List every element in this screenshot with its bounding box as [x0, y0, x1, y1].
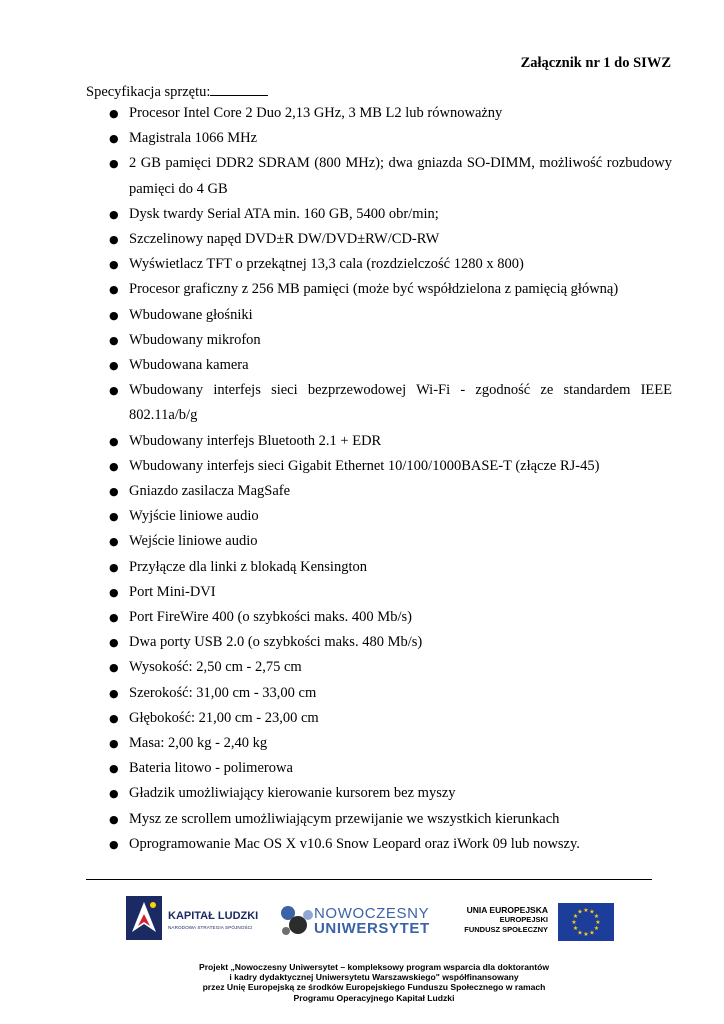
spec-item-text: Gładzik umożliwiający kierowanie kursorem bez myszy: [129, 785, 456, 802]
bullet-icon: ●: [109, 535, 119, 549]
spec-heading: [86, 82, 268, 101]
spec-item: [86, 303, 672, 328]
spec-item: [86, 832, 672, 857]
eu-star-icon: ★: [583, 931, 589, 938]
spec-item-text: Gniazdo zasilacza MagSafe: [129, 483, 291, 500]
spec-item: [86, 580, 672, 605]
eu-text: [464, 905, 548, 935]
bullet-icon: ●: [109, 283, 119, 297]
spec-item: [86, 706, 672, 731]
spec-item: [86, 605, 672, 630]
eu-line1: UNIA EUROPEJSKA: [466, 905, 548, 915]
spec-item-text: Wbudowane głośniki: [129, 306, 253, 323]
spec-item: [86, 429, 672, 454]
annex-title: Załącznik nr 1 do SIWZ: [520, 55, 671, 71]
bullet-icon: ●: [109, 762, 119, 776]
bullet-icon: ●: [109, 636, 119, 650]
spec-item-text: Wbudowany interfejs sieci Gigabit Ethernet 10/100/1000BASE-T (złącze RJ-45): [129, 457, 600, 474]
spec-item-text: Wbudowany mikrofon: [129, 331, 261, 348]
spec-item: [86, 655, 672, 680]
spec-item-text: Wysokość: 2,50 cm - 2,75 cm: [129, 659, 302, 676]
bullet-icon: ●: [109, 585, 119, 599]
spec-item-text: Procesor graficzny z 256 MB pamięci (może być współdzielona z pamięcią główną): [129, 281, 619, 298]
spec-item-text: Wbudowany interfejs Bluetooth 2.1 + EDR: [129, 432, 382, 449]
bullet-icon: ●: [109, 787, 119, 801]
spec-item-text: Mysz ze scrollem umożliwiającym przewijanie we wszystkich kierunkach: [129, 810, 560, 827]
eu-star-icon: ★: [571, 919, 577, 926]
bullet-icon: ●: [109, 661, 119, 675]
spec-item-text: Wyświetlacz TFT o przekątnej 13,3 cala (rozdzielczość 1280 x 800): [129, 256, 524, 273]
eu-star-icon: ★: [593, 913, 600, 920]
spec-item: [86, 555, 672, 580]
bullet-icon: ●: [109, 812, 119, 826]
spec-item: [86, 151, 672, 201]
bullet-icon: ●: [109, 233, 119, 247]
spec-item: [86, 101, 672, 126]
spec-item-text: Wbudowany interfejs sieci bezprzewodowej Wi-Fi - zgodność ze standardem IEEE 802.11a/b/g: [129, 382, 672, 424]
spec-item: [86, 504, 672, 529]
spec-item: [86, 252, 672, 277]
eu-star-icon: ★: [583, 907, 589, 914]
bullet-icon: ●: [109, 207, 119, 221]
bullet-icon: ●: [109, 308, 119, 322]
spec-item: [86, 807, 672, 832]
kapital-ludzki-logo: [126, 896, 259, 946]
spec-item-text: Procesor Intel Core 2 Duo 2,13 GHz, 3 MB L2 lub równoważny: [129, 105, 503, 121]
bullet-icon: ●: [109, 510, 119, 524]
spec-item: [86, 529, 672, 554]
spec-item: [86, 781, 672, 806]
eu-line2: EUROPEJSKI: [499, 915, 548, 924]
spec-item-text: Port FireWire 400 (o szybkości maks. 400 Mb/s): [129, 609, 412, 626]
bullet-icon: ●: [109, 107, 119, 120]
spec-item: [86, 353, 672, 378]
spec-heading-text: Specyfikacja sprzętu:: [86, 84, 211, 100]
project-footer: [124, 962, 624, 1003]
eu-line3: FUNDUSZ SPOŁECZNY: [464, 925, 548, 934]
nowoczesny-line1: NOWOCZESNY: [314, 905, 430, 922]
spec-item: [86, 454, 672, 479]
eu-star-icon: ★: [572, 925, 579, 932]
spec-list: [86, 101, 672, 857]
spec-item: [86, 731, 672, 756]
spec-item-text: Głębokość: 21,00 cm - 23,00 cm: [129, 709, 319, 726]
bullet-icon: ●: [109, 459, 119, 473]
eu-star-icon: ★: [589, 929, 595, 937]
bullet-icon: ●: [109, 157, 119, 171]
spec-item-text: Wbudowana kamera: [129, 357, 249, 374]
eu-star-icon: ★: [595, 919, 601, 926]
bullet-icon: ●: [109, 359, 119, 373]
eu-star-icon: ★: [572, 913, 579, 920]
spec-item-text: Magistrala 1066 MHz: [129, 130, 258, 147]
spec-item-text: Dwa porty USB 2.0 (o szybkości maks. 480 Mb/s): [129, 634, 423, 651]
spec-item: [86, 277, 672, 302]
spec-item-text: Przyłącze dla linki z blokadą Kensington: [129, 558, 367, 575]
eu-flag-icon: [558, 903, 614, 941]
eu-star-icon: ★: [577, 908, 583, 916]
spec-item: [86, 756, 672, 781]
spec-item-text: Dysk twardy Serial ATA min. 160 GB, 5400 obr/min;: [129, 205, 439, 222]
spec-item-text: Szerokość: 31,00 cm - 33,00 cm: [129, 684, 317, 701]
eu-star-icon: ★: [589, 908, 595, 916]
spec-item-text: Masa: 2,00 kg - 2,40 kg: [129, 735, 268, 752]
bullet-icon: ●: [109, 258, 119, 272]
spec-item-text: Port Mini-DVI: [129, 583, 216, 600]
spec-item-text: Bateria litowo - polimerowa: [129, 760, 293, 777]
eu-logo: [454, 897, 614, 947]
heading-underline: [210, 82, 268, 96]
eu-star-icon: ★: [577, 929, 583, 937]
footer-line: przez Unię Europejską ze środków Europejskiego Funduszu Społecznego w ramach: [202, 982, 546, 993]
bullet-icon: ●: [109, 485, 119, 499]
footer-line: Projekt „Nowoczesny Uniwersytet – kompleksowy program wsparcia dla doktorantów: [198, 962, 550, 972]
spec-item: [86, 227, 672, 252]
kapital-ludzki-title: KAPITAŁ LUDZKI: [168, 910, 259, 922]
spec-item-text: Szczelinowy napęd DVD±R DW/DVD±RW/CD-RW: [129, 231, 440, 248]
bullet-icon: ●: [109, 837, 119, 851]
footer-line: i kadry dydaktycznej Uniwersytetu Warszawskiego" współfinansowany: [229, 972, 519, 983]
spec-item: [86, 681, 672, 706]
logo-bar: [126, 893, 622, 949]
spec-item: [86, 202, 672, 227]
bullet-icon: ●: [109, 333, 119, 347]
bullet-icon: ●: [109, 434, 119, 448]
bullet-icon: ●: [109, 384, 119, 398]
spec-item: [86, 126, 672, 151]
bullet-icon: ●: [109, 711, 119, 725]
spec-item: [86, 479, 672, 504]
spec-item: [86, 630, 672, 655]
footer-divider: [86, 879, 652, 880]
bullet-icon: ●: [109, 560, 119, 574]
kapital-ludzki-mark-icon: [126, 896, 162, 940]
footer-line: Programu Operacyjnego Kapitał Ludzki: [293, 992, 455, 1003]
nowoczesny-circles-icon: [278, 901, 316, 941]
spec-item: [86, 378, 672, 428]
bullet-icon: ●: [109, 737, 119, 751]
bullet-icon: ●: [109, 611, 119, 625]
bullet-icon: ●: [109, 686, 119, 700]
eu-star-icon: ★: [593, 925, 600, 932]
kapital-ludzki-subtitle: NARODOWA STRATEGIA SPÓJNOŚCI: [168, 925, 253, 930]
spec-item-text: Wyjście liniowe audio: [129, 508, 259, 525]
nowoczesny-uniwersytet-logo: [278, 901, 438, 945]
spec-item-text: Wejście liniowe audio: [129, 533, 258, 550]
nowoczesny-line2: UNIWERSYTET: [314, 920, 430, 937]
spec-item: [86, 328, 672, 353]
bullet-icon: ●: [109, 132, 119, 146]
spec-item-text: 2 GB pamięci DDR2 SDRAM (800 MHz); dwa gniazda SO-DIMM, możliwość rozbudowy pamięci do 4 GB: [129, 155, 672, 197]
spec-item-text: Oprogramowanie Mac OS X v10.6 Snow Leopard oraz iWork 09 lub nowszy.: [129, 835, 580, 852]
